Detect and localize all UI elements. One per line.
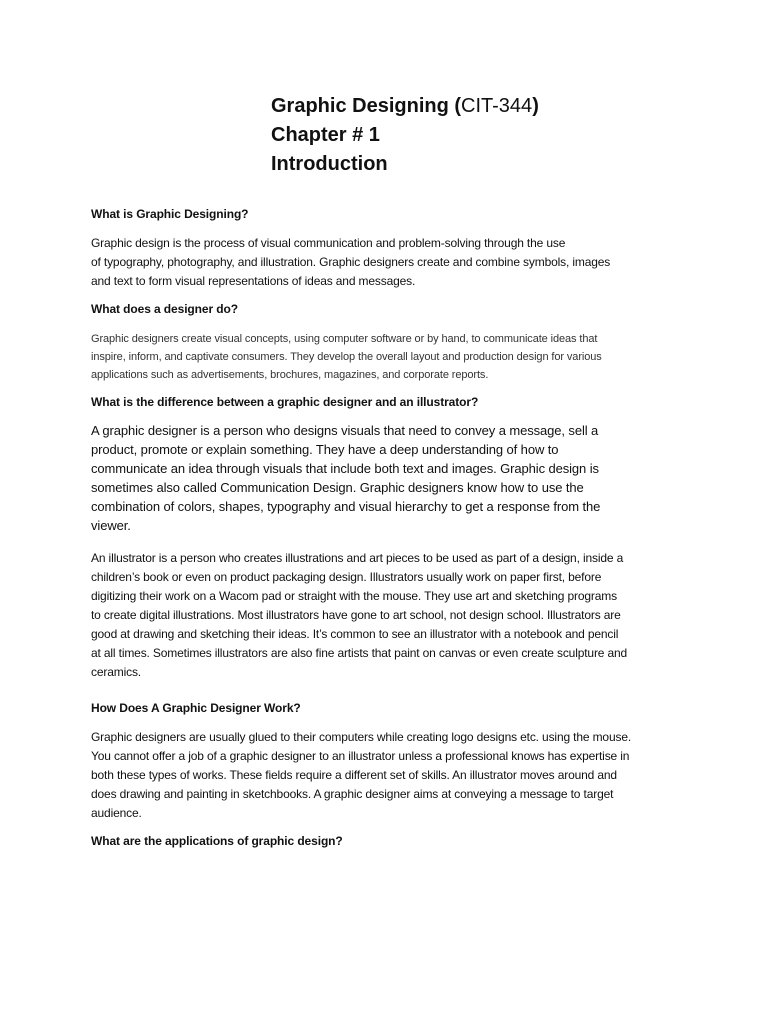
paragraph-line: combination of colors, shapes, typography and visual hierarchy to get a response from the <box>91 499 601 514</box>
paragraph-line: inspire, inform, and captivate consumers. They develop the overall layout and production design for various <box>91 351 602 363</box>
paragraph-line: Graphic design is the process of visual communication and problem-solving through the use <box>91 236 566 250</box>
paragraph-line: does drawing and painting in sketchbooks. A graphic designer aims at conveying a message to target <box>91 787 614 801</box>
paragraph-line: applications such as advertisements, brochures, magazines, and corporate reports. <box>91 369 489 381</box>
question-heading: What does a designer do? <box>91 302 238 316</box>
paragraph <box>91 330 691 384</box>
course-code: CIT-344 <box>461 95 533 117</box>
paragraph-line: good at drawing and sketching their ideas. It’s common to see an illustrator with a notebook and pencil <box>91 627 619 641</box>
question-heading: What are the applications of graphic design? <box>91 834 343 848</box>
paragraph-line: to create digital illustrations. Most illustrators have gone to art school, not design school. Illustrators are <box>91 608 621 622</box>
paragraph-line: viewer. <box>91 518 131 533</box>
paragraph-line: digitizing their work on a Wacom pad or straight with the mouse. They use art and sketching programs <box>91 589 617 603</box>
section-heading: Introduction <box>271 153 388 175</box>
paragraph-line: of typography, photography, and illustration. Graphic designers create and combine symbols, images <box>91 255 611 269</box>
chapter-heading: Chapter # 1 <box>271 124 380 146</box>
document-title-block <box>271 92 539 179</box>
paragraph-line: sometimes also called Communication Design. Graphic designers know how to use the <box>91 480 584 495</box>
title-closing-paren: ) <box>532 95 539 117</box>
paragraph-line: both these types of works. These fields require a different set of skills. An illustrator moves around and <box>91 768 617 782</box>
paragraph-line: An illustrator is a person who creates illustrations and art pieces to be used as part of a design, inside a <box>91 551 624 565</box>
paragraph-line: children’s book or even on product packaging design. Illustrators usually work on paper first, before <box>91 570 602 584</box>
paragraph-line: Graphic designers are usually glued to their computers while creating logo designs etc. using the mouse. <box>91 730 632 744</box>
paragraph <box>91 728 691 823</box>
paragraph-line: ceramics. <box>91 665 141 679</box>
paragraph-line: You cannot offer a job of a graphic designer to an illustrator unless a professional knows has expertise in <box>91 749 630 763</box>
paragraph-line: communicate an idea through visuals that include both text and images. Graphic design is <box>91 461 599 476</box>
paragraph <box>91 234 691 291</box>
paragraph-line: and text to form visual representations of ideas and messages. <box>91 274 416 288</box>
question-heading: What is the difference between a graphic designer and an illustrator? <box>91 395 479 409</box>
paragraph <box>91 421 691 535</box>
paragraph <box>91 549 691 682</box>
title-text: Graphic Designing ( <box>271 95 462 117</box>
question-heading: How Does A Graphic Designer Work? <box>91 701 301 715</box>
document-title <box>271 92 539 121</box>
document-body <box>91 206 691 862</box>
paragraph-line: Graphic designers create visual concepts, using computer software or by hand, to communicate ideas that <box>91 333 598 345</box>
question-heading: What is Graphic Designing? <box>91 207 249 221</box>
paragraph-line: at all times. Sometimes illustrators are also fine artists that paint on canvas or even create sculpture and <box>91 646 628 660</box>
paragraph-line: audience. <box>91 806 142 820</box>
paragraph-line: product, promote or explain something. They have a deep understanding of how to <box>91 442 559 457</box>
paragraph-line: A graphic designer is a person who designs visuals that need to convey a message, sell a <box>91 423 599 438</box>
